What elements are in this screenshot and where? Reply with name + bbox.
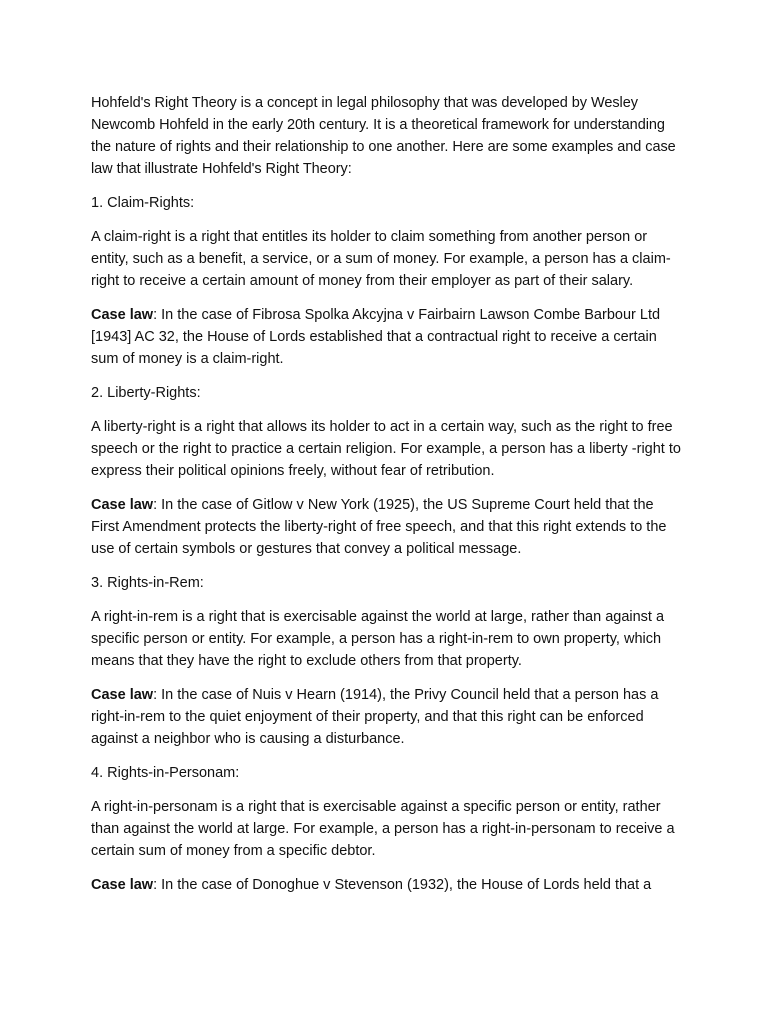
section-heading xyxy=(91,572,681,594)
section-number: 4. xyxy=(91,765,104,781)
section-heading xyxy=(91,382,681,404)
section-title: Rights-in-Personam xyxy=(107,765,236,781)
section-number: 1. xyxy=(91,195,104,211)
case-law-text: : In the case of Fibrosa Spolka Akcyjna v Fairbairn Lawson Combe Barbour Ltd [1943] AC 32, the House of Lords established that a contractual right to receive a certain sum of money is a claim-right. xyxy=(91,307,661,367)
section-body: A liberty-right is a right that allows its holder to act in a certain way, such as the right to free speech or the right to practice a certain religion. For example, a person has a liberty -right to express their political opinions freely, without fear of retribution. xyxy=(91,419,681,479)
case-law-label: Case law xyxy=(91,307,154,323)
case-law-text: : In the case of Nuis v Hearn (1914), the Privy Council held that a person has a right-in-rem to the quiet enjoyment of their property, and that this right can be enforced against a neighbor who is causing a disturbance. xyxy=(91,687,659,747)
section-liberty-rights xyxy=(91,382,681,560)
section-claim-rights xyxy=(91,192,681,370)
case-law-label: Case law xyxy=(91,877,154,893)
section-title: Liberty-Rights: xyxy=(107,385,201,401)
section-rights-in-rem xyxy=(91,572,681,750)
section-heading xyxy=(91,192,681,214)
section-heading xyxy=(91,762,681,784)
case-law-paragraph xyxy=(91,494,681,560)
case-law-paragraph xyxy=(91,304,681,370)
section-title: Claim-Rights: xyxy=(107,195,195,211)
section-number: 3. xyxy=(91,575,104,591)
section-body: A right-in-personam is a right that is exercisable against a specific person or entity, rather than against the world at large. For example, a person has a right-in-personam to receive a certain sum of money from a specific debtor. xyxy=(91,799,675,859)
section-body: A claim-right is a right that entitles its holder to claim something from another person or entity, such as a benefit, a service, or a sum of money. For example, a person has a claim-right to receive a certain amount of money from their employer as part of their salary. xyxy=(91,229,671,289)
section-body: A right-in-rem is a right that is exercisable against the world at large, rather than against a specific person or entity. For example, a person has a right-in-rem to own property, which means that they have the right to exclude others from that property. xyxy=(91,609,665,669)
case-law-label: Case law xyxy=(91,687,154,703)
case-law-text: : In the case of Donoghue v Stevenson (1932), the House of Lords held that a xyxy=(153,877,652,893)
case-law-paragraph xyxy=(91,874,681,896)
section-number: 2. xyxy=(91,385,104,401)
section-rights-in-personam xyxy=(91,762,681,896)
case-law-paragraph xyxy=(91,684,681,750)
document-page xyxy=(91,92,681,908)
case-law-text: : In the case of Gitlow v New York (1925), the US Supreme Court held that the First Amendment protects the liberty-right of free speech, and that this right extends to the use of certain symbols or gestures that convey a political message. xyxy=(91,497,667,557)
section-title: Rights-in-Rem: xyxy=(107,575,204,591)
case-law-label: Case law xyxy=(91,497,154,513)
section-title-suffix: : xyxy=(235,765,240,781)
intro-paragraph: Hohfeld's Right Theory is a concept in legal philosophy that was developed by Wesley Newcomb Hohfeld in the early 20th century. It is a theoretical framework for understanding the nature of rights and their relationship to one another. Here are some examples and case law that illustrate Hohfeld's Right Theory: xyxy=(91,95,676,177)
